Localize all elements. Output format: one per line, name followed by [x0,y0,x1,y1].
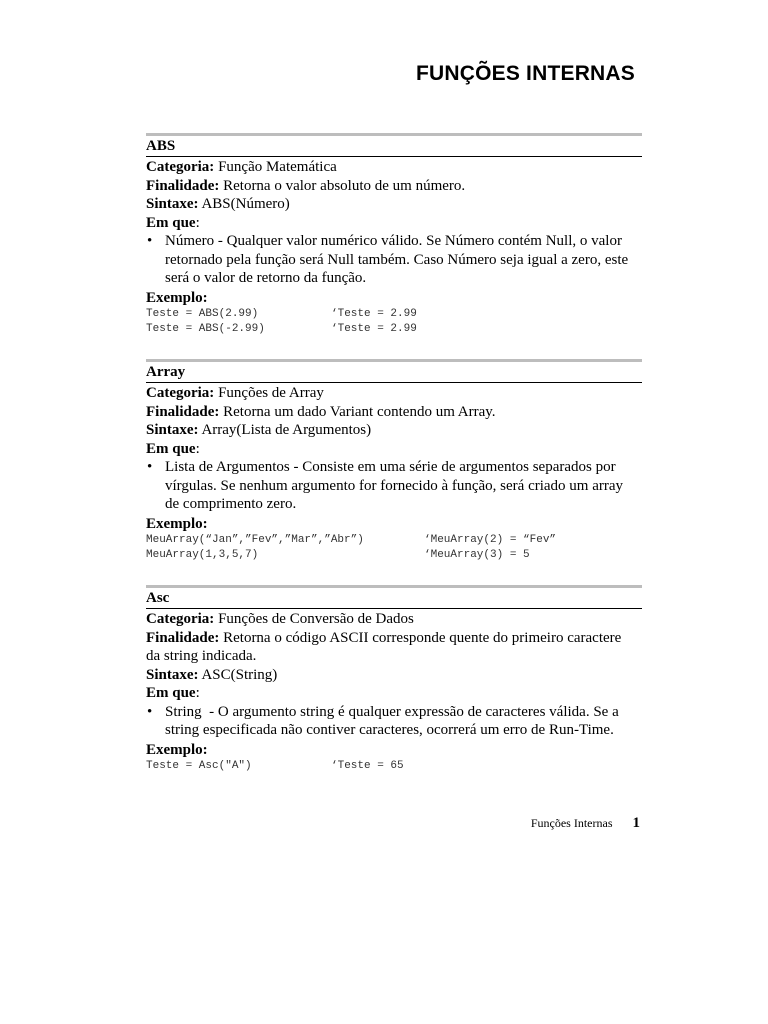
example-comment: ‘MeuArray(2) = “Fev” [424,533,557,546]
parameter-bullet [146,458,642,514]
example-code: MeuArray(1,3,5,7) [146,548,259,561]
example-code: Teste = Asc("A") [146,759,252,772]
example-code: Teste = ABS(2.99) [146,307,259,320]
exemplo-label: Exemplo: [146,741,208,758]
em-que-line [146,440,642,459]
sintaxe-value: ABS(Número) [201,196,290,212]
bullet-text-line: string especificada não contiver caracteres, ocorrerá um erro de Run-Time. [165,722,614,738]
bullet-text-line: Lista de Argumentos - Consiste em uma série de argumentos separados por [165,459,616,475]
bullet-text-line: vírgulas. Se nenhum argumento for fornecido à função, será criado um array [165,477,624,494]
page-title: FUNÇÕES INTERNAS [415,62,635,85]
sintaxe-label: Sintaxe: [146,422,199,438]
categoria-line [146,158,642,177]
em-que-colon: : [195,685,200,701]
sintaxe-value: ASC(String) [201,666,278,683]
example-comment: ‘Teste = 65 [331,759,404,772]
example-row [146,548,642,563]
bullet-text-line: Número - Qualquer valor numérico válido. Se Número contém Null, o valor [165,233,622,249]
finalidade-label: Finalidade: [146,403,220,420]
example-comment: ‘Teste = 2.99 [331,307,417,320]
sintaxe-line [146,195,642,214]
categoria-line [146,610,642,629]
categoria-label: Categoria: [146,159,215,175]
finalidade-value: Retorna um dado Variant contendo um Array. [223,403,496,420]
example-code: Teste = ABS(-2.99) [146,322,265,335]
section-array [146,359,642,563]
exemplo-label: Exemplo: [146,289,208,306]
categoria-value: Funções de Array [218,385,324,401]
finalidade-label: Finalidade: [146,177,220,194]
finalidade-value: Retorna o código ASCII corresponde quente do primeiro caractere [223,629,622,646]
heading-underline [146,608,642,609]
finalidade-label: Finalidade: [146,629,220,646]
section-heading: Array [146,364,186,380]
parameter-bullet [146,703,642,740]
em-que-label: Em que [146,440,196,457]
section-heading: ABS [146,138,176,154]
bullet-icon: • [147,703,153,720]
categoria-label: Categoria: [146,611,215,627]
heading-underline [146,156,642,157]
finalidade-line [146,629,642,648]
finalidade-value: Retorna o valor absoluto de um número. [223,177,466,194]
example-row [146,533,642,548]
section-heading: Asc [146,590,170,606]
categoria-label: Categoria: [146,385,215,401]
em-que-line [146,214,642,233]
section-abs [146,133,642,337]
categoria-value: Função Matemática [218,159,337,175]
bullet-text-line: retornado pela função será Null também. Caso Número seja igual a zero, este [165,251,629,268]
bullet-text-line: será o valor de retorno da função. [165,270,367,286]
example-comment: ‘Teste = 2.99 [331,322,417,335]
example-row [146,307,642,322]
page-number: 1 [632,815,640,831]
exemplo-label: Exemplo: [146,515,208,532]
example-row [146,759,642,774]
sintaxe-label: Sintaxe: [146,196,199,212]
heading-underline [146,382,642,383]
sintaxe-label: Sintaxe: [146,666,199,683]
em-que-colon: : [195,440,200,457]
em-que-label: Em que [146,214,196,231]
finalidade-line [146,403,642,422]
finalidade-line [146,177,642,196]
bullet-text-line: de comprimento zero. [165,496,297,512]
example-code: MeuArray(“Jan”,”Fev”,”Mar”,”Abr”) [146,533,364,546]
example-row [146,322,642,337]
footer-label: Funções Internas [530,816,613,830]
categoria-value: Funções de Conversão de Dados [218,611,414,627]
bullet-icon: • [147,459,153,475]
sintaxe-line [146,666,642,685]
sintaxe-value: Array(Lista de Argumentos) [201,422,372,438]
categoria-line [146,384,642,403]
bullet-icon: • [147,233,153,249]
sintaxe-line [146,421,642,440]
example-comment: ‘MeuArray(3) = 5 [424,548,530,561]
parameter-bullet [146,232,642,288]
em-que-label: Em que [146,685,196,701]
em-que-line [146,684,642,703]
section-asc [146,585,642,774]
page-footer [0,814,640,832]
em-que-colon: : [195,214,200,231]
finalidade-continuation: da string indicada. [146,648,257,664]
bullet-text-line: String - O argumento string é qualquer expressão de caracteres válida. Se a [165,703,619,720]
